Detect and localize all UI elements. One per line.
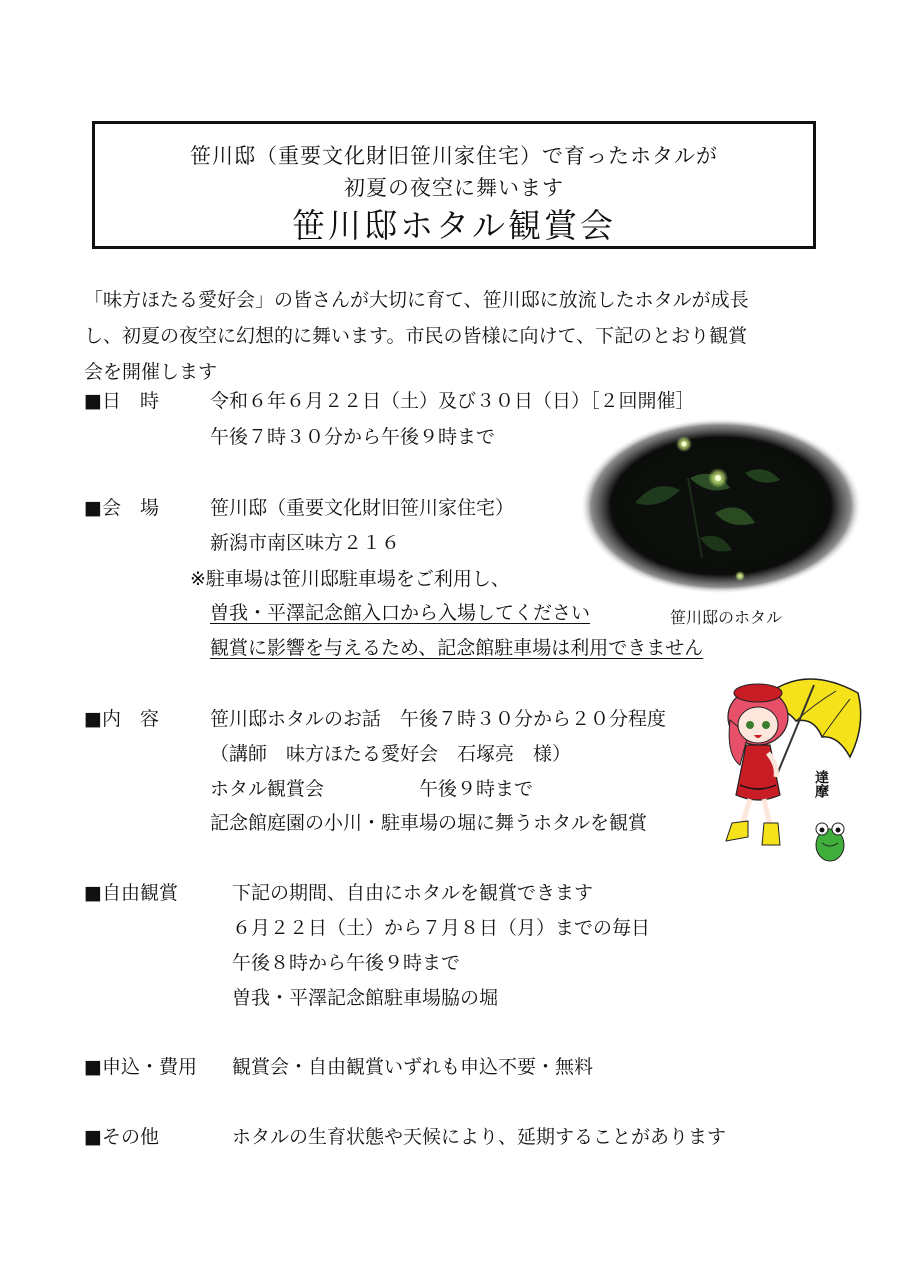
intro-line: 「味方ほたる愛好会」の皆さんが大切に育て、笹川邸に放流したホタルが成長	[84, 289, 749, 311]
content-label: ■内 容	[84, 708, 159, 730]
page-title: 笹川邸ホタル観賞会	[292, 206, 616, 245]
parking-entrance-note: 曽我・平澤記念館入口から入場してください	[210, 602, 591, 624]
free-viewing-place: 曽我・平澤記念館駐車場脇の堀	[232, 987, 499, 1009]
venue-name: 笹川邸（重要文化財旧笹川家住宅）	[210, 497, 515, 519]
schedule-time: 午後７時３０分から午後９時まで	[210, 426, 496, 448]
parking-note: ※駐車場は笹川邸駐車場をご利用し、	[190, 568, 510, 590]
free-viewing-period: ６月２２日（土）から７月８日（月）までの毎日	[232, 917, 651, 939]
application-text: 観賞会・自由観賞いずれも申込不要・無料	[232, 1056, 594, 1078]
free-viewing-intro: 下記の期間、自由にホタルを観賞できます	[232, 882, 594, 904]
mascot-name: 達摩	[813, 770, 829, 798]
content-lecturer: （講師 味方ほたる愛好会 石塚亮 様）	[210, 743, 572, 765]
intro-line: し、初夏の夜空に幻想的に舞います。市民の皆様に向けて、下記のとおり観賞	[84, 325, 748, 347]
schedule-date: 令和６年６月２２日（土）及び３０日（日）［２回開催］	[210, 390, 695, 412]
schedule-label: ■日 時	[84, 390, 159, 412]
mascot-illustration	[718, 665, 866, 875]
venue-label: ■会 場	[84, 497, 159, 519]
other-text: ホタルの生育状態や天候により、延期することがあります	[232, 1126, 727, 1148]
intro-paragraph	[84, 282, 844, 390]
title-subtitle-line2: 初夏の夜空に舞います	[344, 176, 564, 200]
content-viewing-place: 記念館庭園の小川・駐車場の堀に舞うホタルを観賞	[210, 812, 648, 834]
intro-line: 会を開催します	[84, 361, 218, 383]
other-label: ■その他	[84, 1126, 159, 1148]
photo-caption: 笹川邸のホタル	[670, 608, 783, 627]
parking-restriction-note: 観賞に影響を与えるため、記念館駐車場は利用できません	[210, 637, 704, 659]
free-viewing-time: 午後８時から午後９時まで	[232, 952, 461, 974]
mascot-girl-umbrella-icon	[718, 665, 866, 875]
venue-address: 新潟市南区味方２１６	[210, 532, 401, 554]
application-label: ■申込・費用	[84, 1056, 197, 1078]
content-viewing: ホタル観賞会 午後９時まで	[210, 778, 534, 800]
title-box	[92, 121, 816, 249]
title-subtitle-line1: 笹川邸（重要文化財旧笹川家住宅）で育ったホタルが	[190, 144, 718, 168]
firefly-photo	[580, 418, 862, 594]
content-talk: 笹川邸ホタルのお話 午後７時３０分から２０分程度	[210, 708, 667, 730]
free-viewing-label: ■自由観賞	[84, 882, 178, 904]
firefly-photo-image	[580, 418, 862, 594]
